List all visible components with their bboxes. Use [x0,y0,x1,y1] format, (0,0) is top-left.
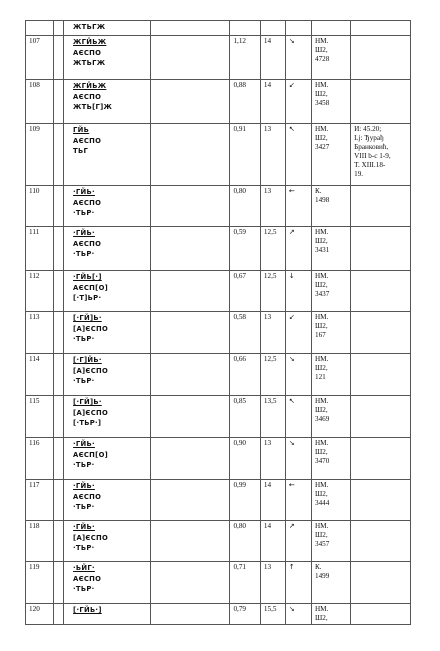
table-row [26,227,411,271]
cell-weight: 13,5 [260,396,285,438]
table-row [26,80,411,124]
cell-legend [64,271,151,312]
table-row [26,480,411,521]
cell-diameter: 0,80 [230,186,260,227]
cell-weight: 13 [260,124,285,186]
cell-legend [64,480,151,521]
cell-diameter [230,21,260,36]
cell-orientation [285,227,311,271]
cell-number: 108 [26,80,54,124]
cell-diameter: 0,59 [230,227,260,271]
legend-line: ·ТЬР· [73,250,95,258]
cell-inventory: НМ. Ш2, 3469 [311,396,350,438]
cell-reference [351,354,411,396]
cell-number: 118 [26,521,54,562]
cell-legend [64,354,151,396]
cell-blank [54,480,64,521]
table-row [26,271,411,312]
cell-number: 119 [26,562,54,604]
legend-line: [·ГЙ]Ь· [73,314,102,322]
legend-line: [·ГЙ]Ь· [73,398,102,406]
catalogue-table [25,20,411,625]
cell-image [151,271,230,312]
legend-line: АЄСПО [73,198,102,207]
cell-legend [64,80,151,124]
legend-line: ·ГЙЬ· [73,188,95,196]
cell-diameter: 0,67 [230,271,260,312]
cell-image [151,354,230,396]
legend-line: [А]ЄСПО [73,408,109,417]
cell-weight: 12,5 [260,354,285,396]
table-row [26,396,411,438]
cell-weight [260,21,285,36]
cell-blank [54,124,64,186]
cell-blank [54,562,64,604]
cell-blank [54,80,64,124]
table-row [26,186,411,227]
cell-number: 112 [26,271,54,312]
cell-blank [54,354,64,396]
cell-orientation [285,604,311,625]
cell-inventory: НМ. Ш2, 4728 [311,36,350,80]
legend-line: АЄСП[О] [73,283,109,292]
table-row [26,36,411,80]
legend-line: АЄСП[О] [73,450,109,459]
legend-line: ·ГЙЬ· [73,482,95,490]
cell-inventory: НМ. Ш2, 3458 [311,80,350,124]
cell-diameter: 0,99 [230,480,260,521]
catalogue-body [26,21,411,625]
cell-legend [64,312,151,354]
arrow-down-left-icon: ↙ [288,313,295,321]
cell-reference [351,36,411,80]
legend-line: ·ГЙЬ· [73,440,95,448]
legend-line: ЖТЬГЖ [73,23,106,31]
table-row-continued [26,21,411,36]
cell-orientation [285,124,311,186]
cell-weight: 12,5 [260,227,285,271]
cell-inventory: К. 1498 [311,186,350,227]
cell-image [151,36,230,80]
legend-line: ЖТЬГЖ [73,59,106,67]
legend-line: ГЙЬ [73,126,90,134]
cell-image [151,227,230,271]
cell-orientation [285,521,311,562]
table-row [26,562,411,604]
table-row [26,312,411,354]
cell-image [151,312,230,354]
cell-orientation [285,396,311,438]
cell-image [151,124,230,186]
legend-line: ·ТЬР· [73,335,95,343]
cell-weight: 12,5 [260,271,285,312]
legend-line: [А]ЄСПО [73,533,109,542]
table-row [26,438,411,480]
cell-orientation [285,480,311,521]
arrow-up-left-icon: ↖ [288,397,295,405]
cell-diameter: 0,66 [230,354,260,396]
legend-line: ·ТЬР· [73,503,95,511]
cell-inventory: НМ. Ш2, 3470 [311,438,350,480]
cell-weight: 13 [260,562,285,604]
table-row [26,354,411,396]
legend-line: [·ГЙЬ·] [73,606,102,614]
cell-legend [64,604,151,625]
cell-image [151,480,230,521]
legend-line: [·Г]ЙЬ· [73,356,102,364]
legend-line: ЖГЙЬЖ [73,82,107,90]
cell-blank [54,21,64,36]
cell-orientation [285,271,311,312]
cell-inventory: НМ. Ш2, 3444 [311,480,350,521]
cell-orientation [285,80,311,124]
cell-legend [64,124,151,186]
cell-inventory [311,21,350,36]
cell-inventory: НМ. Ш2, 3437 [311,271,350,312]
arrow-down-right-icon: ↘ [288,37,295,45]
cell-image [151,604,230,625]
cell-weight: 14 [260,480,285,521]
cell-diameter: 0,79 [230,604,260,625]
cell-diameter: 0,58 [230,312,260,354]
legend-line: ·ГЙЬ[·] [73,273,102,281]
cell-diameter: 0,90 [230,438,260,480]
legend-line: ·ЬЙГ· [73,564,95,572]
cell-blank [54,271,64,312]
cell-number: 113 [26,312,54,354]
cell-blank [54,312,64,354]
cell-orientation [285,312,311,354]
legend-line: ЖТЬ[Г]Ж [73,103,113,111]
legend-line: ·ГЙЬ· [73,229,95,237]
legend-line: АЄСПО [73,92,102,101]
cell-reference [351,271,411,312]
cell-weight: 13 [260,186,285,227]
legend-line: АЄСПО [73,48,102,57]
legend-line: ·ТЬР· [73,461,95,469]
cell-legend [64,562,151,604]
cell-blank [54,521,64,562]
cell-number: 114 [26,354,54,396]
cell-inventory: НМ. Ш2, 167 [311,312,350,354]
cell-inventory: НМ. Ш2, [311,604,350,625]
legend-line: АЄСПО [73,574,102,583]
arrow-down-right-icon: ↘ [288,605,295,613]
arrow-left-icon: ← [288,187,295,195]
cell-image [151,186,230,227]
cell-weight: 14 [260,36,285,80]
cell-reference [351,186,411,227]
cell-orientation [285,186,311,227]
cell-reference [351,312,411,354]
legend-line: ·ГЙЬ· [73,523,95,531]
cell-number: 109 [26,124,54,186]
cell-inventory: НМ. Ш2, 3457 [311,521,350,562]
arrow-up-left-icon: ↖ [288,125,295,133]
legend-line: АЄСПО [73,239,102,248]
cell-weight: 13 [260,312,285,354]
legend-line: АЄСПО [73,492,102,501]
cell-orientation [285,21,311,36]
cell-inventory: НМ. Ш2, 3427 [311,124,350,186]
legend-line: [·ТЬР·] [73,419,102,427]
cell-number: 110 [26,186,54,227]
cell-legend [64,227,151,271]
cell-blank [54,227,64,271]
legend-line: ·ТЬР· [73,209,95,217]
cell-legend [64,521,151,562]
cell-inventory: НМ. Ш2, 121 [311,354,350,396]
cell-legend [64,36,151,80]
cell-weight: 15,5 [260,604,285,625]
legend-line: ·ТЬР· [73,377,95,385]
cell-diameter: 0,88 [230,80,260,124]
cell-orientation [285,36,311,80]
cell-legend [64,21,151,36]
legend-line: ·ТЬР· [73,585,95,593]
cell-image [151,438,230,480]
arrow-down-right-icon: ↘ [288,355,295,363]
legend-line: АЄСПО [73,136,102,145]
cell-number: 116 [26,438,54,480]
cell-number: 120 [26,604,54,625]
arrow-up-right-icon: ↗ [288,522,295,530]
cell-reference [351,438,411,480]
legend-line: ·ТЬР· [73,544,95,552]
cell-blank [54,36,64,80]
cell-reference [351,227,411,271]
legend-line: ТЬГ [73,147,89,155]
arrow-down-right-icon: ↘ [288,439,295,447]
cell-number [26,21,54,36]
cell-inventory: НМ. Ш2, 3431 [311,227,350,271]
cell-blank [54,604,64,625]
cell-diameter: 0,85 [230,396,260,438]
table-row [26,604,411,625]
cell-weight: 14 [260,80,285,124]
cell-reference [351,521,411,562]
cell-orientation [285,438,311,480]
cell-image [151,562,230,604]
arrow-up-icon: ↑ [288,563,295,571]
cell-legend [64,396,151,438]
cell-reference: И: 45.20; Lj: Ђурађ Бранковић, VIII b-c 1-9, T. XIII.18- 19. [351,124,411,186]
cell-number: 117 [26,480,54,521]
cell-reference [351,480,411,521]
cell-number: 111 [26,227,54,271]
cell-reference [351,562,411,604]
cell-number: 115 [26,396,54,438]
cell-orientation [285,354,311,396]
cell-diameter: 0,91 [230,124,260,186]
cell-orientation [285,562,311,604]
cell-reference [351,604,411,625]
arrow-down-icon: ↓ [288,272,295,280]
cell-number: 107 [26,36,54,80]
cell-image [151,396,230,438]
cell-blank [54,438,64,480]
cell-reference [351,21,411,36]
arrow-up-right-icon: ↗ [288,228,295,236]
cell-image [151,21,230,36]
legend-line: ЖГЙЬЖ [73,38,107,46]
legend-line: [А]ЄСПО [73,366,109,375]
cell-inventory: К. 1499 [311,562,350,604]
cell-weight: 14 [260,521,285,562]
legend-line: [·Т]ЬР· [73,294,102,302]
arrow-left-icon: ← [288,481,295,489]
cell-blank [54,396,64,438]
cell-diameter: 0,80 [230,521,260,562]
cell-blank [54,186,64,227]
cell-image [151,80,230,124]
table-row [26,124,411,186]
legend-line: [А]ЄСПО [73,324,109,333]
table-row [26,521,411,562]
cell-legend [64,186,151,227]
cell-reference [351,80,411,124]
cell-reference [351,396,411,438]
cell-diameter: 0,71 [230,562,260,604]
cell-weight: 13 [260,438,285,480]
cell-legend [64,438,151,480]
cell-diameter: 1,12 [230,36,260,80]
cell-image [151,521,230,562]
arrow-down-left-icon: ↙ [288,81,295,89]
